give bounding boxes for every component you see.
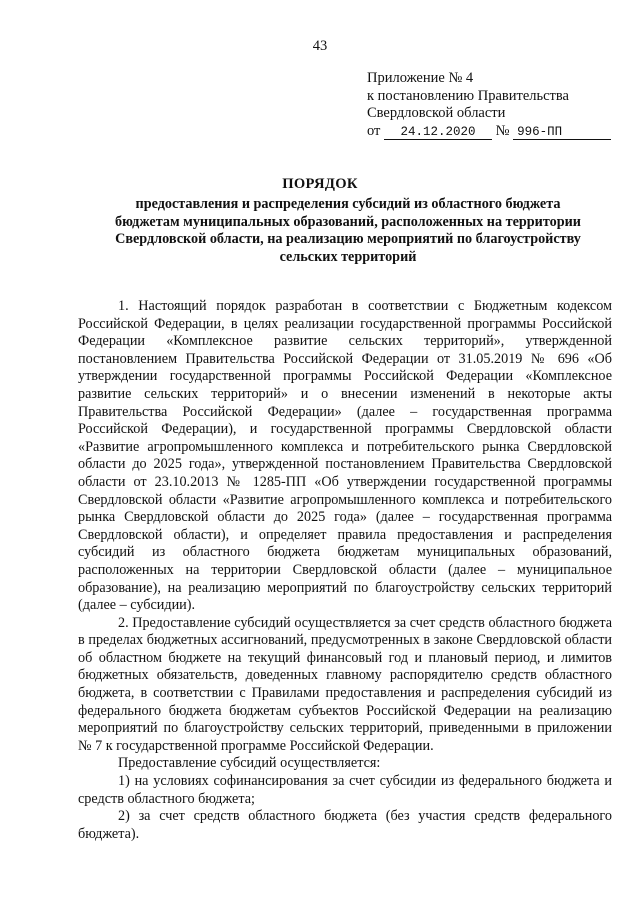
- resolution-number: 996-ПП: [513, 125, 611, 140]
- resolution-date: 24.12.2020: [384, 125, 492, 140]
- page-number: 43: [312, 38, 328, 54]
- document-subtitle: [78, 196, 618, 266]
- document-body: [78, 298, 612, 843]
- subtitle-line: предоставления и распределения субсидий из областного бюджета: [135, 196, 561, 212]
- subtitle-line: сельских территорий: [279, 248, 417, 265]
- list-item-1: 1) на условиях софинансирования за счет субсидии из федерального бюджета и средств областного бюджета;: [78, 773, 612, 807]
- subtitle-line: Свердловской области, на реализацию мероприятий по благоустройству: [115, 231, 581, 247]
- document-title: ПОРЯДОК: [282, 176, 358, 192]
- paragraph-1: 1. Настоящий порядок разработан в соответствии с Бюджетным кодексом Российской Федерации, в целях реализации государственной программы Российской Федерации «Комплексное развитие сельских территорий», утвержденной постановлением Правительства Российской Федерации от 31.05.2019 № 696 «Об утверждении государственной программы Российской Федерации «Комплексное развитие сельских территорий» и о внесении изменений в некоторые акты Правительства Российской Федерации» (далее – государственная программа Российской Федерации), и государственной программы Свердловской области «Развитие агропромышленного комплекса и потребительского рынка Свердловской области до 2025 года», утвержденной постановлением Правительства Свердловской области от 23.10.2013 № 1285-ПП «Об утверждении государственной программы Свердловской области «Развитие агропромышленного комплекса и потребительского рынка Свердловской области до 2025 года» (далее – государственная программа Свердловской области), и определяет правила предоставления и распределения субсидий из областного бюджета бюджетам муниципальных образований, расположенных на территории Свердловской области (далее – муниципальное образование), на реализацию мероприятий по благоустройству сельских территорий (далее – субсидии).: [78, 298, 612, 614]
- appendix-line-2: к постановлению Правительства: [367, 87, 569, 104]
- appendix-line-3: Свердловской области: [367, 105, 506, 121]
- appendix-block: [367, 70, 627, 140]
- date-prefix: от: [367, 122, 381, 139]
- list-item-2: 2) за счет средств областного бюджета (без участия средств федерального бюджета).: [78, 808, 612, 842]
- appendix-date-line: [367, 123, 627, 141]
- number-prefix: №: [495, 122, 510, 139]
- subtitle-line: бюджетам муниципальных образований, расположенных на территории: [115, 213, 581, 230]
- appendix-line-1: Приложение № 4: [367, 70, 474, 86]
- paragraph-2: 2. Предоставление субсидий осуществляется за счет средств областного бюджета в пределах бюджетных ассигнований, предусмотренных в законе Свердловской области об областном бюджете на текущий финансовый год и плановый период, и лимитов бюджетных обязательств, доведенных главному распорядителю средств областного бюджета, в соответствии с Правилами предоставления и распределения субсидий из федерального бюджета бюджетам субъектов Российской Федерации на реализацию мероприятий по благоустройству сельских территорий, приведенными в приложении № 7 к государственной программе Российской Федерации.: [78, 614, 612, 754]
- paragraph-3: Предоставление субсидий осуществляется:: [118, 755, 381, 772]
